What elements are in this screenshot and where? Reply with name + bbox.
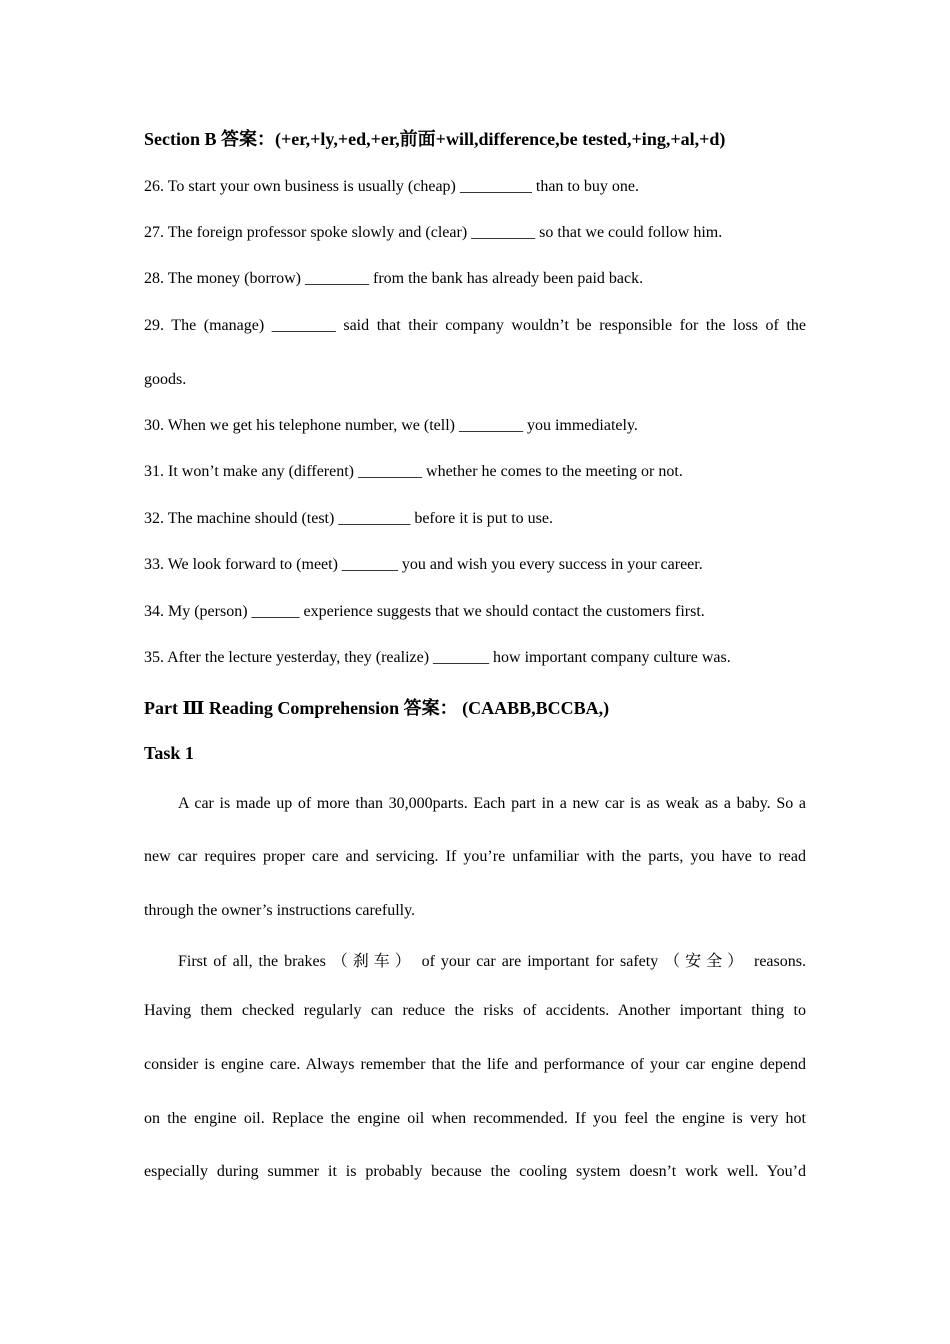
part3-heading: Part Ⅲ Reading Comprehension 答案： (CAABB,BCCBA,) — [144, 698, 610, 718]
question-32: 32. The machine should (test) _________ before it is put to use. — [144, 510, 553, 527]
p2-text-middle: of your car are important for safety — [421, 953, 659, 970]
question-29-continued: goods. — [144, 371, 187, 388]
question-31: 31. It won’t make any (different) ________ whether he comes to the meeting or not. — [144, 463, 683, 480]
task1-heading: Task 1 — [144, 743, 194, 763]
question-33: 33. We look forward to (meet) _______ you and wish you every success in your career. — [144, 556, 703, 573]
paragraph2-line1 — [144, 948, 806, 971]
p2-text-brakes: First of all, the brakes — [178, 953, 326, 970]
p2-brakes-chinese: （刹车） — [331, 953, 416, 970]
section-b-heading: Section B 答案：(+er,+ly,+ed,+er,前面+will,difference,be tested,+ing,+al,+d) — [144, 129, 726, 149]
paragraph2-line2: Having them checked regularly can reduce the risks of accidents. Another important thing to — [144, 1002, 806, 1019]
paragraph2-line3: consider is engine care. Always remember that the life and performance of your car engine depend — [144, 1056, 806, 1073]
paragraph1-line2: new car requires proper care and servicing. If you’re unfamiliar with the parts, you have to read — [144, 848, 806, 865]
p2-safety-chinese: （安全） — [664, 953, 749, 970]
question-34: 34. My (person) ______ experience suggests that we should contact the customers first. — [144, 603, 705, 620]
paragraph1-line3: through the owner’s instructions carefully. — [144, 902, 416, 919]
paragraph2-line4: on the engine oil. Replace the engine oil when recommended. If you feel the engine is very hot — [144, 1110, 806, 1127]
paragraph1-line1: A car is made up of more than 30,000parts. Each part in a new car is as weak as a baby. So a — [178, 795, 806, 812]
question-26: 26. To start your own business is usually (cheap) _________ than to buy one. — [144, 178, 639, 195]
question-30: 30. When we get his telephone number, we (tell) ________ you immediately. — [144, 417, 638, 434]
p2-text-reasons: reasons. — [754, 953, 806, 970]
question-35: 35. After the lecture yesterday, they (realize) _______ how important company culture was. — [144, 649, 731, 666]
question-28: 28. The money (borrow) ________ from the bank has already been paid back. — [144, 270, 644, 287]
paragraph2-line5: especially during summer it is probably because the cooling system doesn’t work well. You’d — [144, 1163, 806, 1180]
question-27: 27. The foreign professor spoke slowly and (clear) ________ so that we could follow him. — [144, 224, 723, 241]
question-29: 29. The (manage) ________ said that their company wouldn’t be responsible for the loss of the — [144, 317, 806, 334]
